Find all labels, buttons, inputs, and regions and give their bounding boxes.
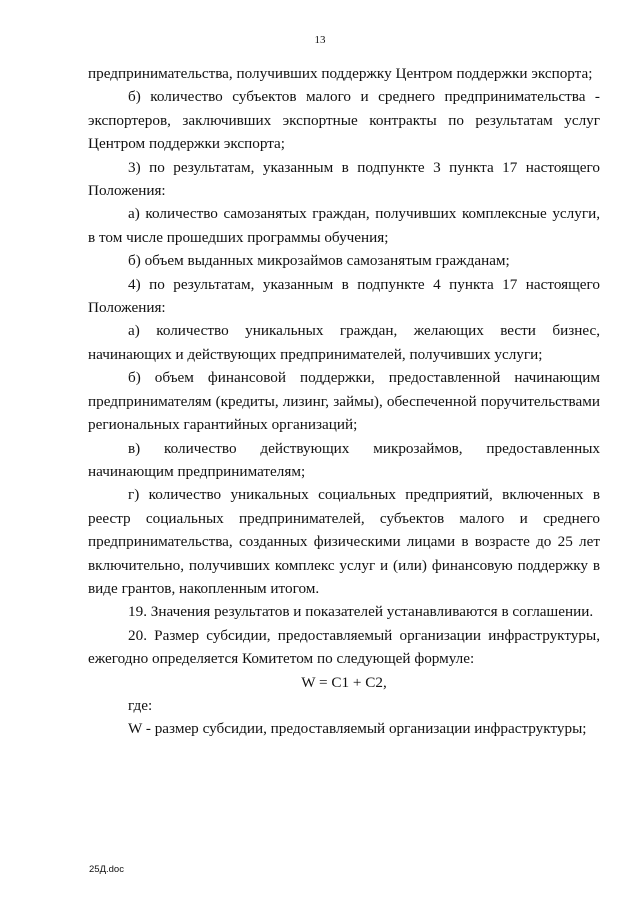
paragraph: 20. Размер субсидии, предоставляемый организации инфраструктуры, ежегодно определяется Комитетом по следующей формуле: [88,626,600,668]
where-label: где: [128,696,153,714]
paragraph: в) количество действующих микрозаймов, предоставленных начинающим предпринимателям; [88,439,600,480]
paragraph: 19. Значения результатов и показателей устанавливаются в соглашении. [128,603,594,621]
paragraph: б) объем финансовой поддержки, предоставленной начинающим предпринимателям (кредиты, лизинг, займы), обеспеченной поручительствами региональных гарантийных организаций; [88,369,600,434]
paragraph: б) объем выданных микрозаймов самозанятым гражданам; [128,252,510,270]
footer-filename: 25Д.doc [89,864,124,875]
page-number: 13 [314,34,326,46]
paragraph: а) количество уникальных граждан, желающих вести бизнес, начинающих и действующих предпринимателей, получивших услуги; [88,322,600,363]
paragraph: 3) по результатам, указанным в подпункте 3 пункта 17 настоящего Положения: [88,158,600,200]
paragraph: б) количество субъектов малого и среднего предпринимательства - экспортеров, заключивших экспортные контракты по результатам услуг Центром поддержки экспорта; [88,88,600,153]
paragraph: а) количество самозанятых граждан, получивших комплексные услуги, в том числе прошедших программы обучения; [88,205,600,246]
definition: W - размер субсидии, предоставляемый организации инфраструктуры; [128,720,587,738]
document-body [88,62,600,741]
paragraph: предпринимательства, получивших поддержку Центром поддержки экспорта; [88,65,593,82]
paragraph: 4) по результатам, указанным в подпункте 4 пункта 17 настоящего Положения: [88,275,600,317]
paragraph: г) количество уникальных социальных предприятий, включенных в реестр социальных предпринимателей, субъектов малого и среднего предпринимательства, созданных физическими лицами в возрасте до 25 лет включительно, получивших комплекс услуг и (или) финансовую поддержку в виде грантов, накопленным итогом. [88,486,600,597]
formula: W = C1 + C2, [301,673,387,691]
